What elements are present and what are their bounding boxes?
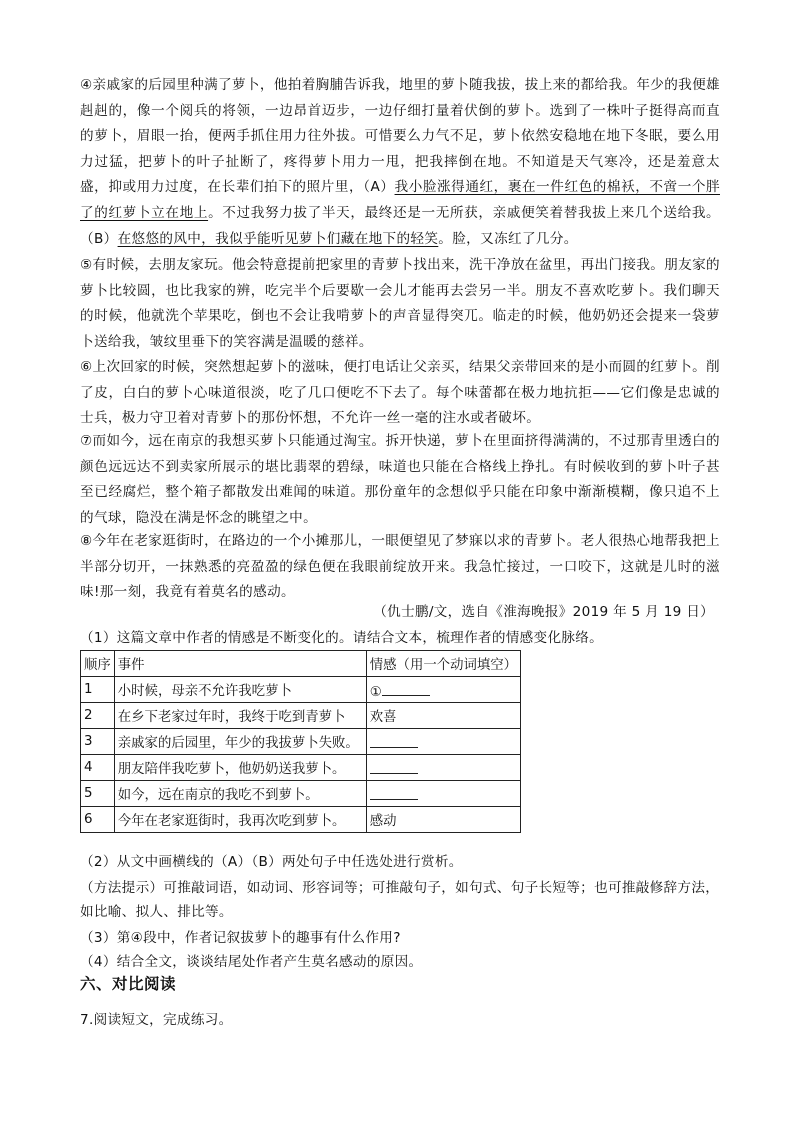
row-emotion: 欢喜 bbox=[366, 703, 520, 729]
row-emotion: 感动 bbox=[366, 807, 520, 833]
header-emotion: 情感（用一个动词填空） bbox=[366, 651, 520, 677]
paragraph-7: ⑦而如今，远在南京的我想买萝卜只能通过淘宝。拆开快递，萝卜在里面挤得满满的，不过那青里透白的颜色远远达不到卖家所展示的堪比翡翠的碧绿，味道也只能在合格线上挣扎。有时候收到的萝卜叶子甚至已经腐烂，整个箱子都散发出难闻的味道。那份童年的念想似乎只能在印象中渐渐模糊，像只追不上的气球，隐没在满是怀念的眺望之中。 bbox=[80, 433, 721, 526]
header-event: 事件 bbox=[114, 651, 366, 677]
table-row bbox=[81, 729, 521, 755]
row-event: 如今，远在南京的我吃不到萝卜。 bbox=[114, 781, 366, 807]
header-order: 顺序 bbox=[81, 651, 115, 677]
section-heading: 六、对比阅读 bbox=[80, 975, 177, 993]
question-1: （1）这篇文章中作者的情感是不断变化的。请结合文本，梳理作者的情感变化脉络。 bbox=[80, 630, 604, 646]
table-row bbox=[81, 703, 521, 729]
answer-blank[interactable] bbox=[370, 784, 418, 800]
paragraph-4 bbox=[80, 73, 720, 252]
answer-blank[interactable] bbox=[382, 680, 430, 696]
row-emotion[interactable] bbox=[366, 781, 520, 807]
row-emotion[interactable] bbox=[366, 677, 520, 703]
row-emotion[interactable] bbox=[366, 729, 520, 755]
question-2-hint: （方法提示）可推敲词语，如动词、形容词等；可推敲句子，如句式、句子长短等；也可推敲修辞方法，如比喻、拟人、排比等。 bbox=[80, 880, 720, 920]
row-number: 1 bbox=[81, 677, 115, 703]
table-row bbox=[81, 781, 521, 807]
row-event: 今年在老家逛街时，我再次吃到萝卜。 bbox=[114, 807, 366, 833]
task-7-instruction: 7.阅读短文，完成练习。 bbox=[80, 1012, 233, 1028]
row-number: 6 bbox=[81, 807, 115, 833]
row-number: 2 bbox=[81, 703, 115, 729]
row-number: 5 bbox=[81, 781, 115, 807]
paragraph-4-text: ④亲戚家的后园里种满了萝卜，他拍着胸脯告诉我，地里的萝卜随我拔，拔上来的都给我。年少的我便雄赳赳的，像一个阅兵的将领，一边昂首迈步，一边仔细打量着伏倒的萝卜。选到了一株叶子挺得高而直的萝卜，眉眼一抬，便两手抓住用力往外拔。可惜要么力气不足，萝卜依然安稳地在地下冬眠，要么用力过猛，把萝卜的叶子扯断了，疼得萝卜用力一甩，把我摔倒在地。不知道是天气寒冷，还是羞意太盛，抑或用力过度，在长辈们拍下的照片里，（A） bbox=[80, 77, 721, 196]
table-row bbox=[81, 677, 521, 703]
row-emotion[interactable] bbox=[366, 755, 520, 781]
table-row bbox=[81, 807, 521, 833]
table-row bbox=[81, 755, 521, 781]
paragraph-4-text-3: 。脸，又冻红了几分。 bbox=[438, 230, 578, 247]
row-number: 4 bbox=[81, 755, 115, 781]
underlined-sentence-b: 在悠悠的风中，我似乎能听见萝卜们藏在地下的轻笑 bbox=[117, 230, 439, 247]
answer-marker: ① bbox=[369, 684, 382, 700]
row-event: 小时候，母亲不允许我吃萝卜 bbox=[114, 677, 366, 703]
answer-blank[interactable] bbox=[370, 758, 418, 774]
source-citation: （仇士鹏/文，选自《淮海晚报》2019 年 5 月 19 日） bbox=[373, 604, 714, 620]
row-event: 亲戚家的后园里，年少的我拔萝卜失败。 bbox=[114, 729, 366, 755]
question-2: （2）从文中画横线的（A）（B）两处句子中任选处进行赏析。 bbox=[80, 854, 463, 870]
paragraph-8: ⑧今年在老家逛街时，在路边的一个小摊那儿，一眼便望见了梦寐以求的青萝卜。老人很热心地帮我把上半部分切开，一抹熟悉的亮盈盈的绿色便在我眼前绽放开来。我急忙接过，一口咬下，这就是儿时的滋味!那一刻，我竟有着莫名的感动。 bbox=[80, 533, 721, 601]
table-header-row bbox=[81, 651, 521, 677]
emotion-table bbox=[80, 650, 521, 833]
question-3: （3）第④段中，作者记叙拔萝卜的趣事有什么作用? bbox=[80, 930, 401, 946]
paragraph-5: ⑤有时候，去朋友家玩。他会特意提前把家里的青萝卜找出来，洗干净放在盆里，再出门接我。朋友家的萝卜比较圆，也比我家的辨，吃完半个后要歇一会儿才能再去尝另一半。朋友不喜欢吃萝卜。我们聊天的时候，他就洗个苹果吃，倒也不会让我啃萝卜的声音显得突兀。临走的时候，他奶奶还会提来一袋萝卜送给我，皱纹里垂下的笑容满是温暖的慈祥。 bbox=[80, 257, 721, 350]
paragraph-4-text-2: 。不过我努力拔了半天，最终还是一无所获，亲戚便笑着替我拔上来几个送给我。（B） bbox=[80, 204, 720, 247]
answer-blank[interactable] bbox=[370, 732, 418, 748]
row-event: 在乡下老家过年时，我终于吃到青萝卜 bbox=[114, 703, 366, 729]
row-event: 朋友陪伴我吃萝卜，他奶奶送我萝卜。 bbox=[114, 755, 366, 781]
underlined-sentence-a: 我小脸涨得通红，裹在一件红色的棉袄，不啻一个胖了的红萝卜立在地上 bbox=[80, 179, 720, 221]
paragraph-6: ⑥上次回家的时候，突然想起萝卜的滋味，便打电话让父亲买，结果父亲带回来的是小而圆的红萝卜。削了皮，白白的萝卜心味道很淡，吃了几口便吃不下去了。每个味蕾都在极力地抗拒——它们像是忠诚的士兵，极力守卫着对青萝卜的那份怀想，不允许一丝一毫的注水或者破坏。 bbox=[80, 359, 721, 427]
row-number: 3 bbox=[81, 729, 115, 755]
question-4: （4）结合全文，谈谈结尾处作者产生莫名感动的原因。 bbox=[80, 954, 423, 970]
